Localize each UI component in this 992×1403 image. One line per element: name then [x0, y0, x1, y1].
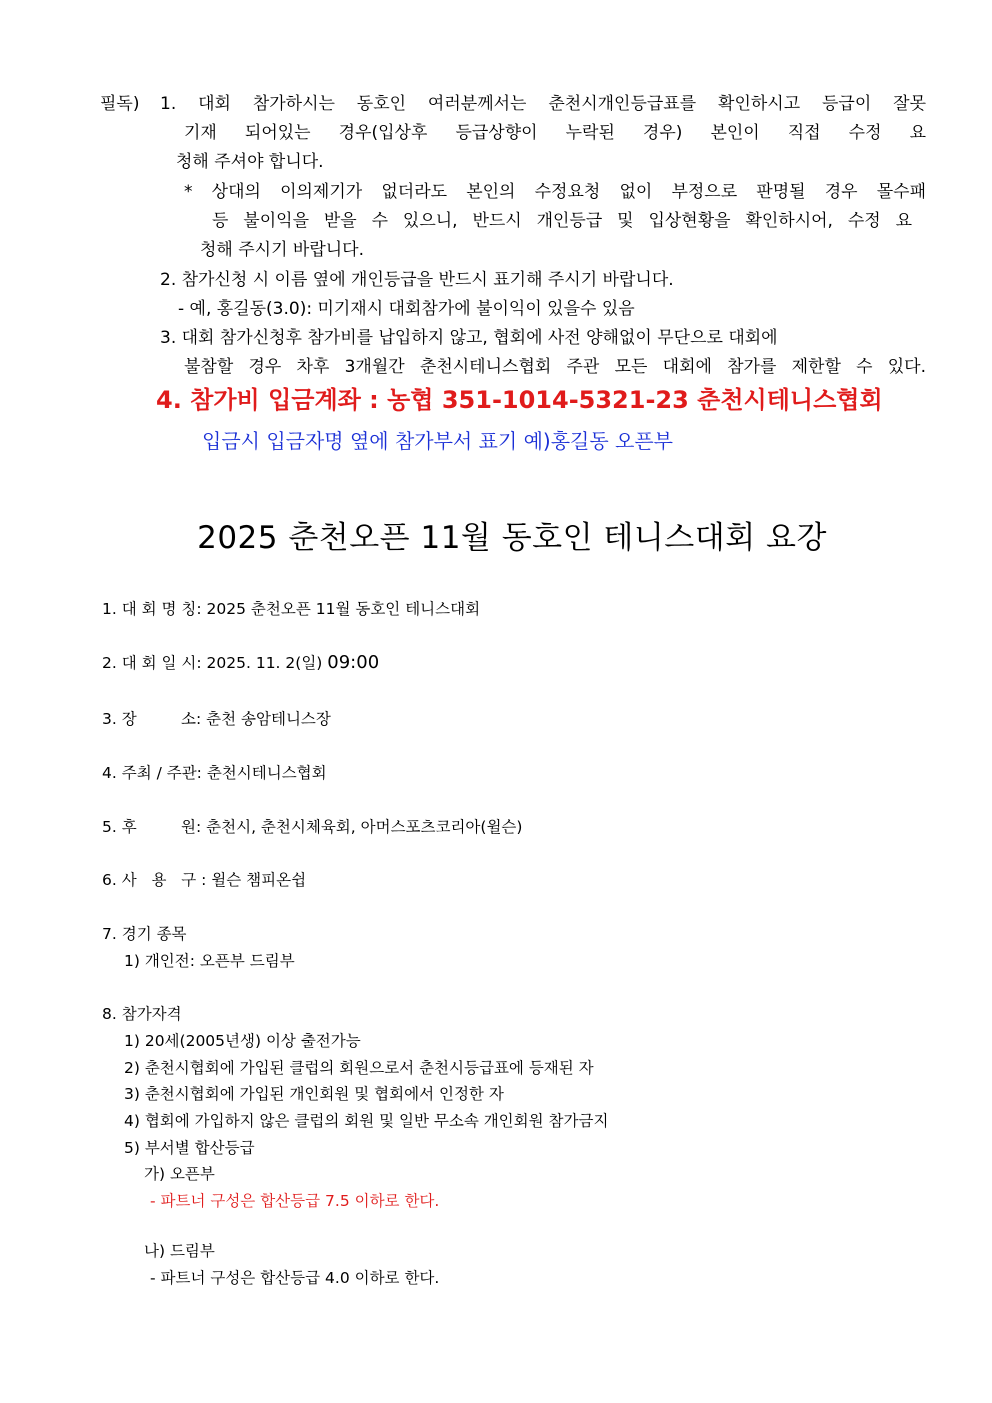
- section-2-time: 09:00: [327, 652, 380, 673]
- section-4-host: 4. 주최 / 주관: 춘천시테니스협회: [102, 764, 327, 782]
- section-8-dream-division: 나) 드림부: [144, 1242, 215, 1260]
- notice-item1-sub-line3: 청해 주시기 바랍니다.: [200, 240, 365, 260]
- section-7-events: 7. 경기 종목: [102, 925, 187, 943]
- notice-deposit-note: 입금시 입금자명 옆에 참가부서 표기 예)홍길동 오픈부: [202, 429, 673, 453]
- section-6-ball: 6. 사 용 구 : 윌슨 챔피온쉽: [102, 871, 307, 889]
- section-7-item-1: 1) 개인전: 오픈부 드림부: [124, 952, 295, 970]
- notice-item2-line2: - 예, 홍길동(3.0): 미기재시 대회참가에 불이익이 있을수 있음: [178, 299, 635, 319]
- section-8-eligibility: 8. 참가자격: [102, 1005, 182, 1023]
- notice-prefix: 필독): [100, 94, 140, 114]
- section-1-name: 1. 대 회 명 칭: 2025 춘천오픈 11월 동호인 테니스대회: [102, 600, 481, 618]
- section-8-item-4: 4) 협회에 가입하지 않은 클럽의 회원 및 일반 무소속 개인회원 참가금지: [124, 1112, 609, 1130]
- notice-item1-sub-line1: * 상대의 이의제기가 없더라도 본인의 수정요청 없이 부정으로 판명될 경우 몰수패: [184, 182, 926, 202]
- section-8-dream-division-rule: - 파트너 구성은 합산등급 4.0 이하로 한다.: [150, 1269, 440, 1287]
- notice-item1-sub-line2: 등 불이익을 받을 수 있으니, 반드시 개인등급 및 입상현황을 확인하시어, 수정 요: [212, 211, 912, 231]
- notice-item1-line3: 청해 주셔야 합니다.: [176, 152, 324, 172]
- section-8-item-3: 3) 춘천시협회에 가입된 개인회원 및 협회에서 인정한 자: [124, 1085, 504, 1103]
- notice-item1-line2: 기재 되어있는 경우(입상후 등급상향이 누락된 경우) 본인이 직접 수정 요: [184, 123, 926, 143]
- section-8-item-1: 1) 20세(2005년생) 이상 출전가능: [124, 1032, 361, 1050]
- section-2-label: 2. 대 회 일 시: 2025. 11. 2(일): [102, 654, 328, 672]
- notice-item1-line1: 1. 대회 참가하시는 동호인 여러분께서는 춘천시개인등급표를 확인하시고 등급이 잘못: [160, 94, 926, 114]
- notice-item3-line2: 불참할 경우 차후 3개월간 춘천시테니스협회 주관 모든 대회에 참가를 제한할 수 있다.: [184, 357, 926, 377]
- notice-item3-line1: 3. 대회 참가신청후 참가비를 납입하지 않고, 협회에 사전 양해없이 무단으로 대회에: [160, 328, 778, 348]
- section-2-datetime: [102, 652, 379, 674]
- notice-item2-line1: 2. 참가신청 시 이름 옆에 개인등급을 반드시 표기해 주시기 바랍니다.: [160, 270, 674, 290]
- section-8-open-division: 가) 오픈부: [144, 1165, 215, 1183]
- section-5-sponsor: 5. 후 원: 춘천시, 춘천시체육회, 아머스포츠코리아(윌슨): [102, 818, 523, 836]
- section-8-item-5: 5) 부서별 합산등급: [124, 1139, 255, 1157]
- section-8-item-2: 2) 춘천시협회에 가입된 클럽의 회원으로서 춘천시등급표에 등재된 자: [124, 1059, 594, 1077]
- notice-item4-bank-account: 4. 참가비 입금계좌 : 농협 351-1014-5321-23 춘천시테니스협회: [156, 386, 883, 414]
- section-8-open-division-rule: - 파트너 구성은 합산등급 7.5 이하로 한다.: [150, 1192, 440, 1210]
- section-3-venue: 3. 장 소: 춘천 송암테니스장: [102, 710, 331, 728]
- page-title: 2025 춘천오픈 11월 동호인 테니스대회 요강: [197, 520, 827, 556]
